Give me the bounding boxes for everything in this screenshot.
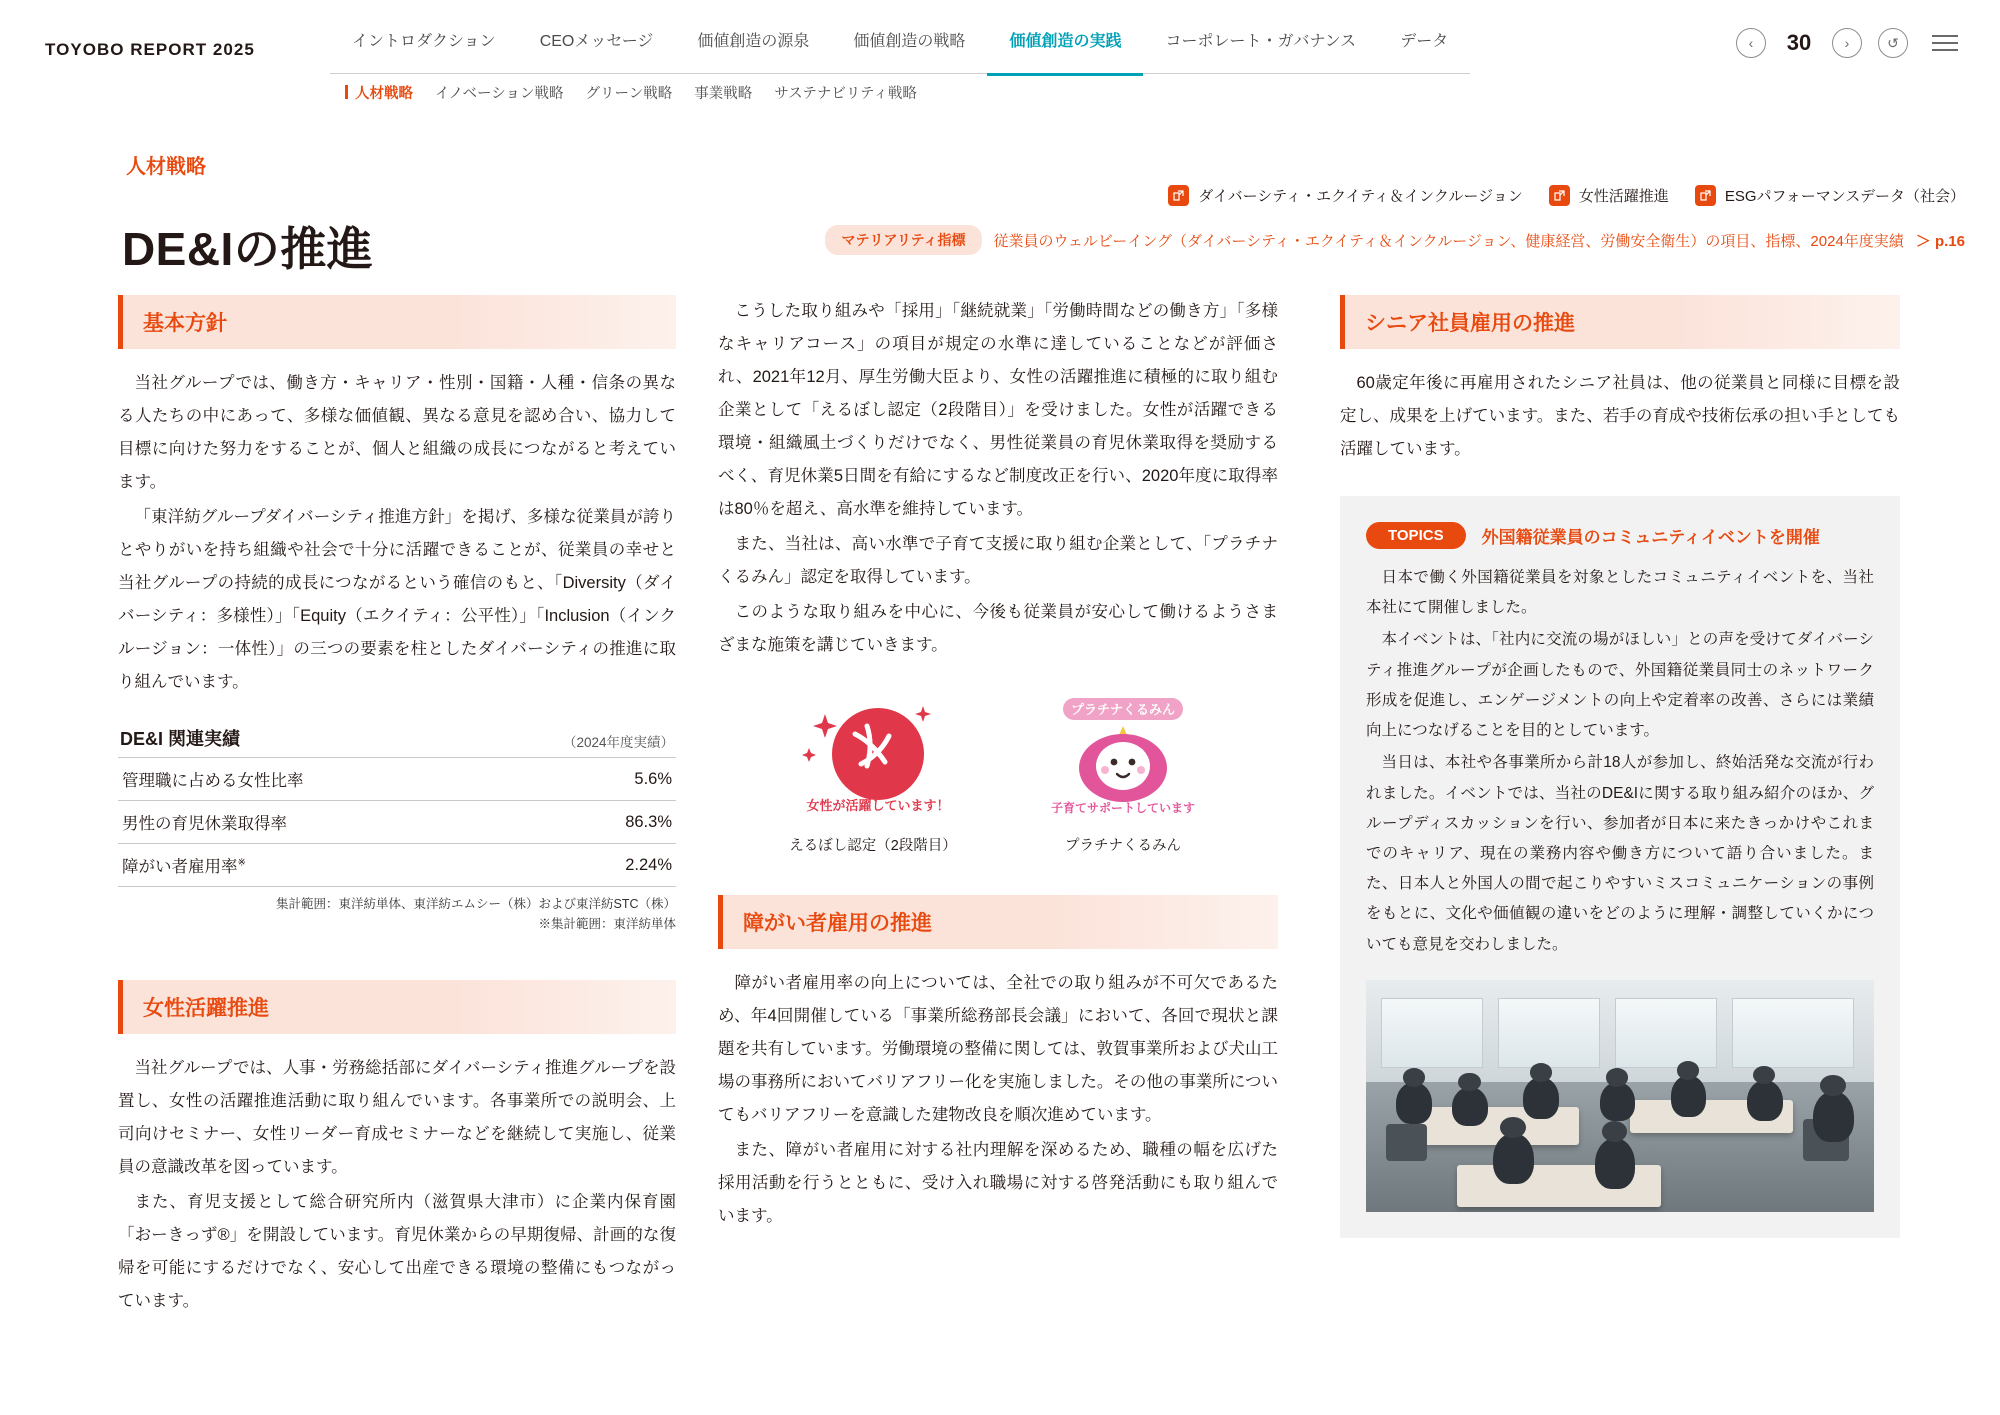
topics-tag: TOPICS (1366, 522, 1466, 549)
kpi-label: 管理職に占める女性比率 (122, 772, 304, 790)
paragraph: 本イベントは、「社内に交流の場がほしい」との声を受けてダイバーシティ推進グループが企画したもので、外国籍従業員同士のネットワーク形成を促進し、エンゲージメントの向上や定着率の改善、さらには業績向上につなげることを目的としています。 (1366, 631, 1874, 740)
link-label: ESGパフォーマンスデータ（社会） (1724, 188, 1965, 205)
subtab-sustainability-strategy[interactable]: サステナビリティ戦略 (774, 86, 917, 102)
menu-line (1932, 35, 1958, 37)
kpi-value: 2.24% (625, 855, 672, 874)
platinum-kurumin-logo (1033, 696, 1213, 826)
photo-person (1595, 1138, 1636, 1189)
column-center (718, 295, 1278, 1233)
kpi-value: 5.6% (634, 769, 672, 788)
link-label: 女性活躍推進 (1578, 188, 1669, 205)
section-heading-basic-policy: 基本方針 (118, 295, 676, 349)
paragraph: 当社グループでは、働き方・キャリア・性別・国籍・人種・信条の異なる人たちの中にあって、多様な価値観、異なる意見を認め合い、協力して目標に向けた努力をすることが、個人と組織の成長につながると考えています。 (118, 374, 676, 491)
table-row (118, 801, 676, 844)
link-diversity-equity-inclusion[interactable] (1168, 185, 1523, 206)
photo-person-head (1403, 1068, 1425, 1087)
paragraph: 日本で働く外国籍従業員を対象としたコミュニティイベントを、当社本社にて開催しました。 (1366, 569, 1874, 617)
certification-logos (718, 696, 1278, 855)
kurumin-top-text: プラチナくるみん (1070, 702, 1176, 717)
page-number: 30 (1786, 30, 1812, 55)
paragraph: 60歳定年後に再雇用されたシニア社員は、他の従業員と同様に目標を設定し、成果を上げています。また、若手の育成や技術伝承の担い手としても活躍しています。 (1340, 374, 1900, 458)
tab-data[interactable]: データ (1378, 28, 1470, 74)
link-esg-performance-data[interactable] (1695, 185, 1965, 206)
tab-value-creation-strategy[interactable]: 価値創造の戦略 (831, 28, 987, 74)
page-title: DE&Iの推進 (122, 222, 374, 275)
kurumin-tagline: 子育てサポートしています (1050, 801, 1196, 815)
paragraph: 「東洋紡グループダイバーシティ推進方針」を掲げ、多様な従業員が誇りとやりがいを持ち組織や社会で十分に活躍できることが、従業員の幸せと当社グループの持続的成長につながるという確信のもと、「Diversity（ダイバーシティ：多様性）」「Equity（エクイティ：公平性）」「Inclusion（インクルージョン：一体性）」の三つの要素を柱としたダイバーシティの推進に取り組んでいます。 (118, 508, 676, 691)
paragraph: また、育児支援として総合研究所内（滋賀県大津市）に企業内保育園「おーきっず®」を開設しています。育児休業からの早期復帰、計画的な復帰を可能にするだけでなく、安心して出産できる環境の整備にもつながっています。 (118, 1193, 676, 1310)
kpi-label: 男性の育児休業取得率 (122, 815, 287, 833)
photo-window (1732, 998, 1854, 1068)
photo-person (1747, 1080, 1783, 1122)
photo-person (1813, 1091, 1854, 1142)
previous-page-icon[interactable]: ‹ (1736, 28, 1766, 58)
eruboshi-logo (783, 696, 963, 826)
kpi-table-block (118, 725, 676, 934)
platinum-kurumin-logo-block (1033, 696, 1213, 855)
subtab-business-strategy[interactable]: 事業戦略 (694, 86, 753, 102)
subtab-innovation-strategy[interactable]: イノベーション戦略 (435, 86, 564, 102)
brand-title: TOYOBO REPORT 2025 (45, 40, 255, 59)
external-link-icon (1549, 185, 1570, 206)
column-right (1340, 295, 1900, 1238)
external-link-icon (1695, 185, 1716, 206)
tab-introduction[interactable]: イントロダクション (330, 28, 518, 74)
photo-person (1493, 1133, 1534, 1184)
paragraph: 当日は、本社や各事業所から計18人が参加し、終始活発な交流が行われました。イベントでは、当社のDE&Iに関する取り組み紹介のほか、グループディスカッションを行い、参加者が日本に来たきっかけやこれまでのキャリア、現在の業務内容や働き方について語り合いました。また、日本人と外国人の間で起こりやすいミスコミュニケーションの事例をもとに、文化や価値観の違いをどのように理解・調整していくかについても意見を交わしました。 (1366, 754, 1874, 953)
photo-person (1671, 1075, 1707, 1117)
photo-person-head (1677, 1061, 1699, 1080)
photo-window (1498, 998, 1600, 1068)
topics-title: 外国籍従業員のコミュニティイベントを開催 (1481, 528, 1820, 547)
top-navigation-bar (0, 0, 2000, 102)
external-link-icon (1168, 185, 1189, 206)
reload-icon[interactable]: ↺ (1878, 28, 1908, 58)
tab-ceo-message[interactable]: CEOメッセージ (518, 28, 676, 74)
column-left (118, 295, 676, 1318)
subtab-hr-strategy[interactable]: 人材戦略 (345, 82, 413, 103)
paragraph: こうした取り組みや「採用」「継続就業」「労働時間などの働き方」「多様なキャリアコース」の項目が規定の水準に達していることなどが評価され、2021年12月、厚生労働大臣より、女性の活躍推進に積極的に取り組む企業として「えるぼし認定（2段階目）」を受けました。女性が活躍できる環境・組織風土づくりだけでなく、男性従業員の育児休業取得を奨励するべく、育児休業5日間を有給にするなど制度改正を行い、2020年度に取得率は80％を超え、高水準を維持しています。 (718, 302, 1278, 518)
page-kicker: 人材戦略 (126, 156, 206, 178)
photo-person (1600, 1082, 1636, 1121)
menu-line (1932, 42, 1958, 44)
photo-person-head (1530, 1063, 1552, 1082)
materiality-badge: マテリアリティ指標 (825, 225, 981, 255)
menu-line (1932, 49, 1958, 51)
kpi-table-notes (118, 894, 676, 934)
tab-corporate-governance[interactable]: コーポレート・ガバナンス (1143, 28, 1378, 74)
link-women-advancement[interactable] (1549, 185, 1669, 206)
photo-person (1396, 1082, 1432, 1124)
eruboshi-tagline: 女性が活躍しています！ (806, 798, 950, 813)
topics-header (1366, 522, 1874, 549)
kpi-table-unit: （2024年度実績） (562, 735, 674, 750)
pager-controls (1736, 28, 1958, 58)
kpi-label-superscript: ※ (237, 857, 246, 869)
section-heading-women-advancement: 女性活躍推進 (118, 980, 676, 1034)
materiality-page-ref: ＞ p.16 (1915, 232, 1965, 250)
photo-person-head (1606, 1068, 1628, 1087)
kpi-note-2: ※集計範囲：東洋紡単体 (538, 917, 676, 931)
logo-caption: えるぼし認定（2段階目） (789, 838, 957, 854)
menu-icon[interactable] (1932, 35, 1958, 51)
photo-window (1615, 998, 1717, 1068)
kpi-value: 86.3% (625, 812, 672, 831)
kpi-note-1: 集計範囲：東洋紡単体、東洋紡エムシー（株）および東洋紡STC（株） (275, 897, 676, 911)
topics-photo (1366, 980, 1874, 1212)
kpi-table-header (118, 725, 676, 757)
main-tabs (330, 28, 1470, 76)
photo-person (1523, 1077, 1559, 1119)
photo-person-head (1458, 1073, 1480, 1092)
kpi-table (118, 757, 676, 887)
next-page-icon[interactable]: › (1832, 28, 1862, 58)
topics-box (1340, 496, 1900, 1238)
related-links (1168, 185, 1965, 206)
paragraph: 当社グループでは、人事・労務総括部にダイバーシティ推進グループを設置し、女性の活躍推進活動に取り組んでいます。各事業所での説明会、上司向けセミナー、女性リーダー育成セミナーなどを継続して実施し、従業員の意識改革を図っています。 (118, 1059, 676, 1176)
section-heading-disability-employment: 障がい者雇用の推進 (718, 895, 1278, 949)
kpi-label: 障がい者雇用率 (122, 858, 238, 876)
photo-chair (1386, 1124, 1427, 1161)
link-label: ダイバーシティ・エクイティ＆インクルージョン (1198, 188, 1523, 205)
photo-person (1452, 1087, 1488, 1126)
kpi-table-title: DE&I 関連実績 (120, 729, 241, 749)
photo-person-head (1820, 1075, 1845, 1096)
paragraph: また、当社は、高い水準で子育て支援に取り組む企業として、「プラチナくるみん」認定を取得しています。 (718, 535, 1278, 586)
kpi-label-with-note (118, 844, 551, 887)
tab-value-creation-source[interactable]: 価値創造の源泉 (675, 28, 831, 74)
photo-person-head (1500, 1117, 1525, 1138)
section-heading-senior-employment: シニア社員雇用の推進 (1340, 295, 1900, 349)
logo-caption: プラチナくるみん (1065, 838, 1181, 854)
subtab-green-strategy[interactable]: グリーン戦略 (585, 86, 673, 102)
table-row (118, 844, 676, 887)
paragraph: このような取り組みを中心に、今後も従業員が安心して働けるようさまざまな施策を講じていきます。 (718, 603, 1278, 654)
paragraph: 障がい者雇用率の向上については、全社での取り組みが不可欠であるため、年4回開催している「事業所総務部長会議」において、各回で現状と課題を共有しています。労働環境の整備に関しては、敦賀事業所および犬山工場の事務所においてバリアフリー化を実施しました。その他の事業所についてもバリアフリーを意識した建物改良を順次進めています。 (718, 974, 1279, 1124)
table-row (118, 758, 676, 801)
sub-tabs (345, 82, 917, 103)
materiality-row[interactable] (825, 225, 1965, 255)
materiality-text: 従業員のウェルビーイング（ダイバーシティ・エクイティ＆インクルージョン、健康経営、労働安全衛生）の項目、指標、2024年度実績 (993, 232, 1904, 250)
eruboshi-logo-block (783, 696, 963, 855)
photo-window (1381, 998, 1483, 1068)
tab-value-creation-practice[interactable]: 価値創造の実践 (987, 28, 1143, 76)
paragraph: また、障がい者雇用に対する社内理解を深めるため、職種の幅を広げた採用活動を行うとともに、受け入れ職場に対する啓発活動にも取り組んでいます。 (718, 1141, 1278, 1225)
